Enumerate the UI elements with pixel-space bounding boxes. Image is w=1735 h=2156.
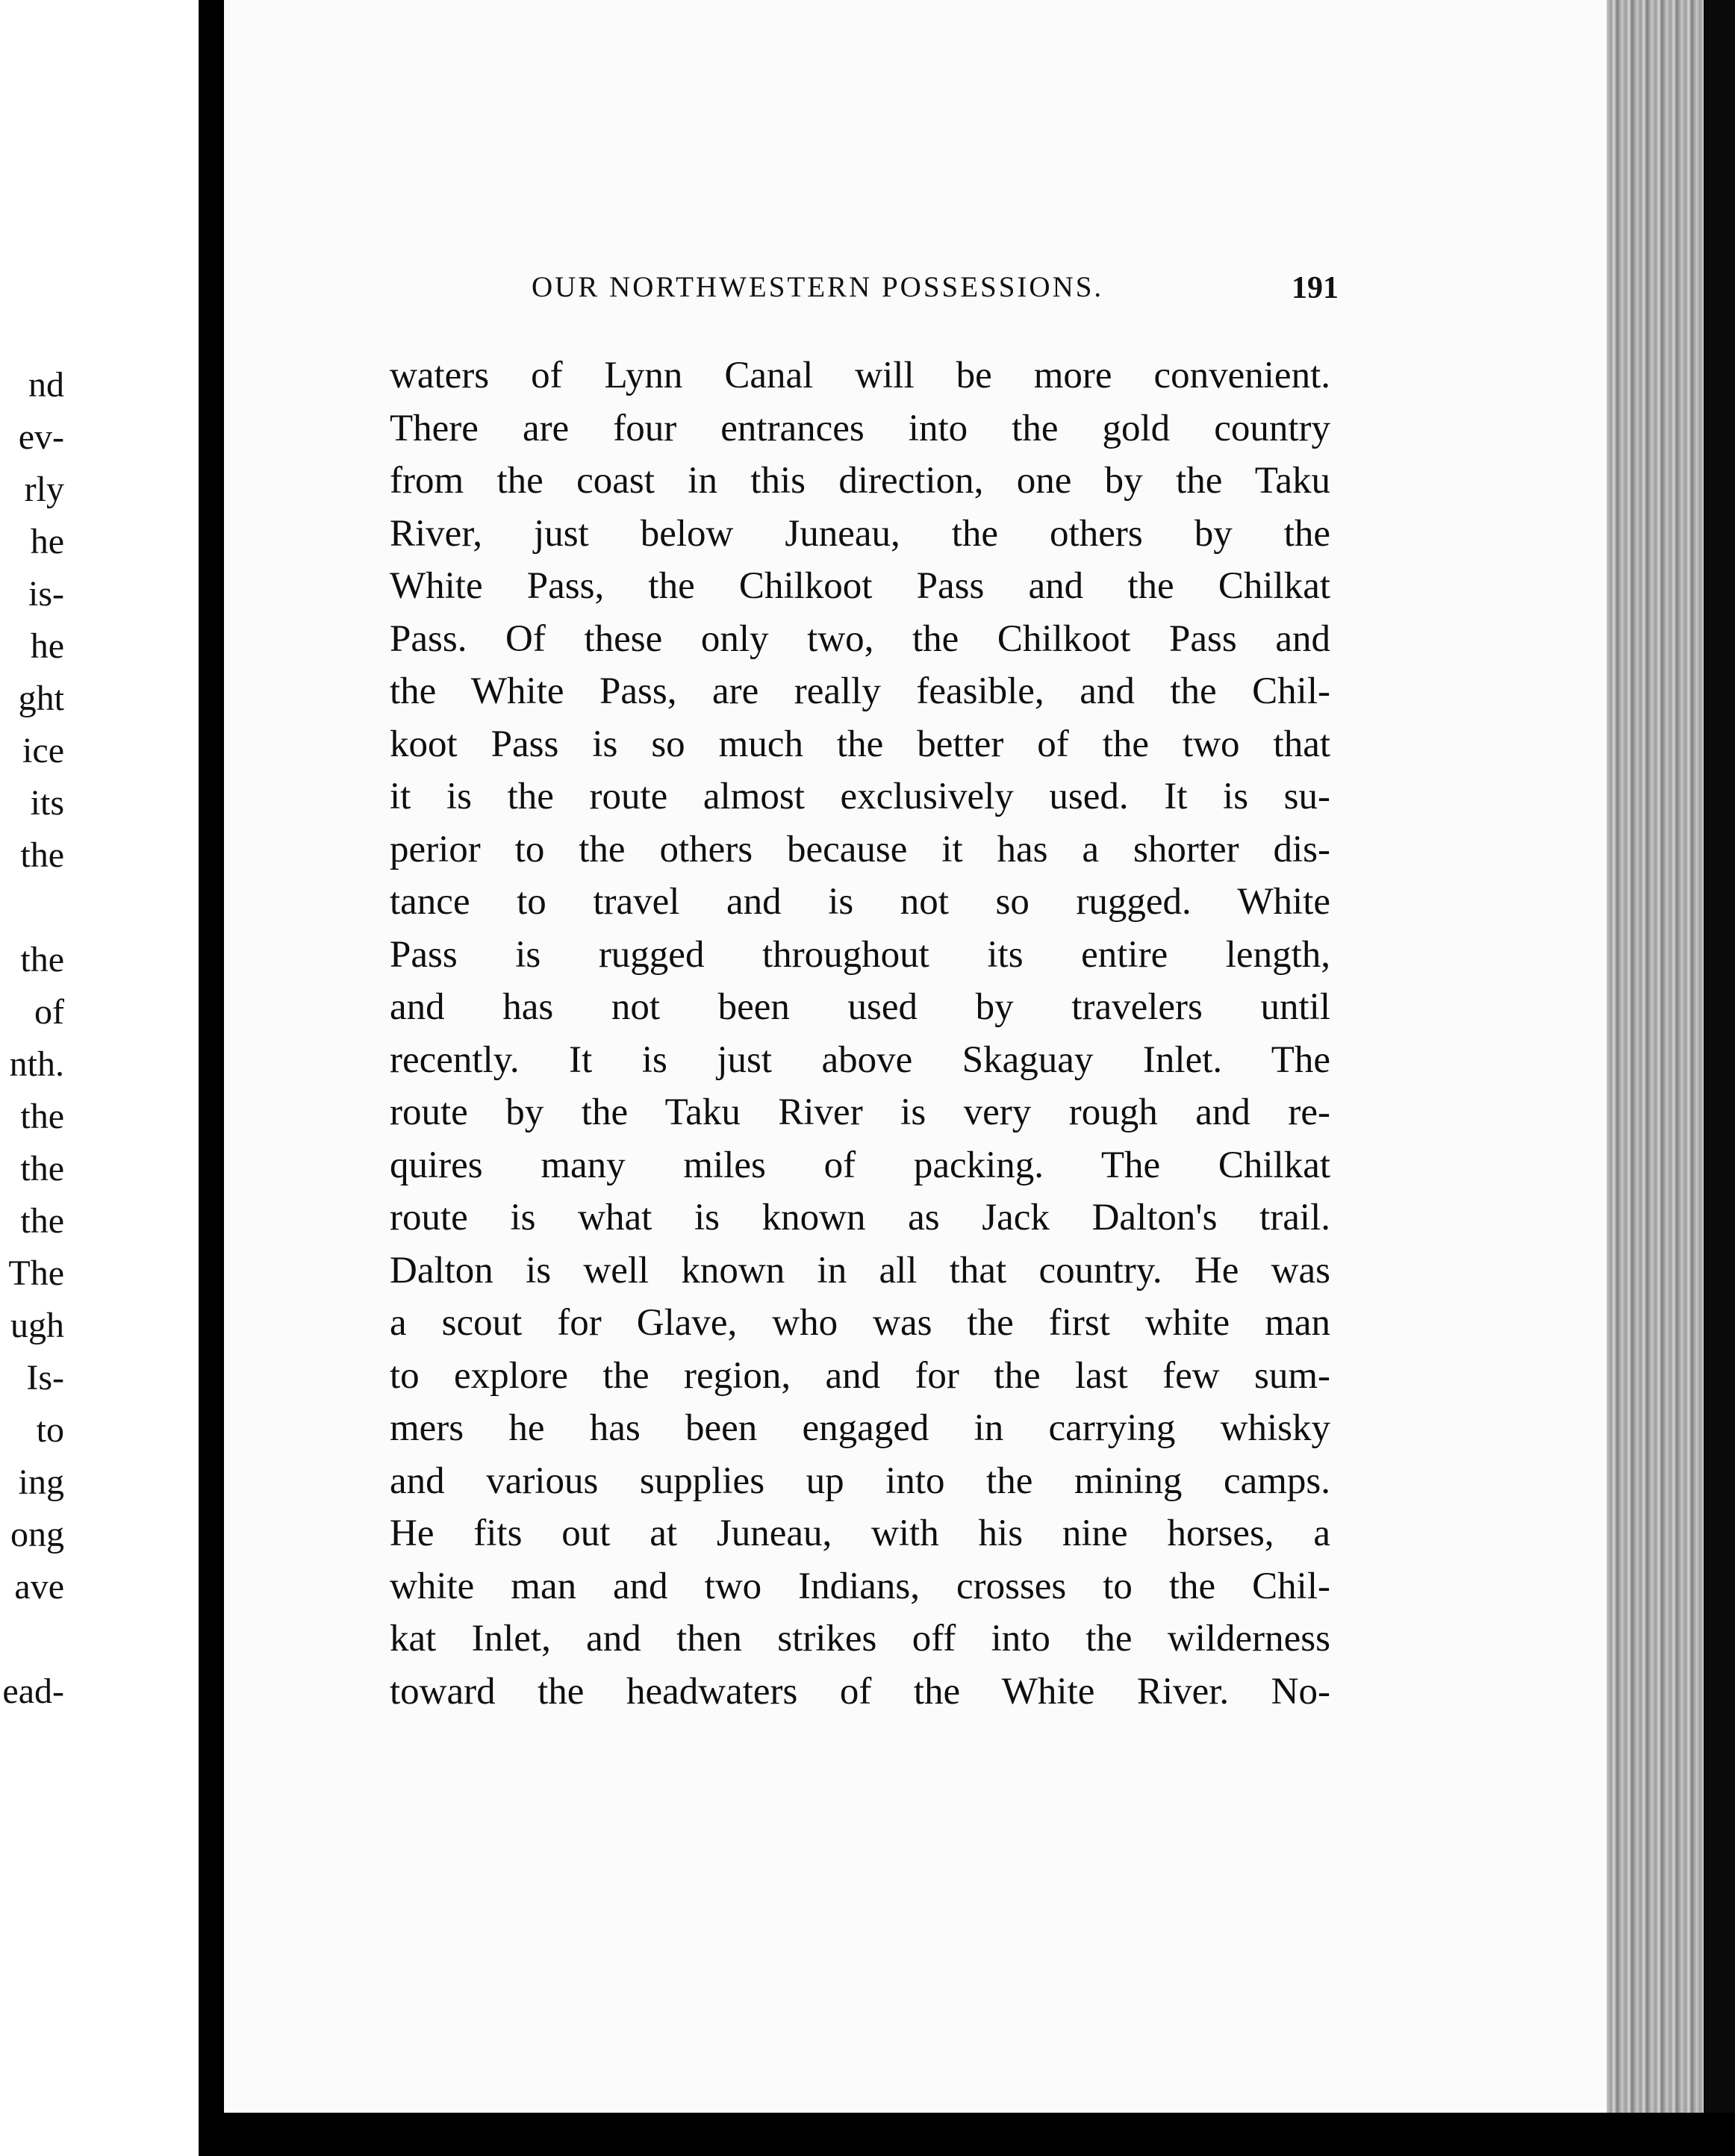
facing-page [0, 0, 199, 2156]
facing-page-line: ead- [2, 1671, 64, 1711]
text-line: tance to travel and is not so rugged. White [390, 881, 1330, 923]
facing-page-line: rly [24, 470, 64, 509]
text-line: it is the route almost exclusively used. It is su- [390, 776, 1330, 817]
text-line: to explore the region, and for the last few sum- [390, 1354, 1330, 1397]
facing-page-line: ice [22, 731, 64, 770]
facing-page-line: of [34, 992, 64, 1032]
facing-page-line: he [30, 522, 64, 561]
text-line: white man and two Indians, crosses to the Chil- [390, 1565, 1330, 1607]
book-gutter [199, 0, 224, 2156]
facing-page-line: ave [14, 1567, 64, 1607]
text-line: Dalton is well known in all that country. He was [390, 1249, 1330, 1292]
text-line: mers he has been engaged in carrying whisky [390, 1407, 1330, 1449]
text-line: He fits out at Juneau, with his nine horses, a [390, 1512, 1330, 1554]
facing-page-line: the [20, 1201, 64, 1241]
facing-page-line: nth. [9, 1044, 64, 1084]
bottom-shadow [199, 2113, 1735, 2156]
facing-page-line: nd [28, 365, 64, 405]
facing-page-line: ong [10, 1515, 64, 1554]
facing-page-line: The [8, 1253, 64, 1293]
text-line: White Pass, the Chilkoot Pass and the Chilkat [390, 565, 1330, 607]
facing-page-line: the [20, 1149, 64, 1188]
facing-page-line: its [30, 783, 64, 823]
text-line: waters of Lynn Canal will be more convenient. [390, 355, 1330, 396]
facing-page-line: is- [28, 574, 64, 614]
text-line: River, just below Juneau, the others by the [390, 512, 1330, 555]
running-head: OUR NORTHWESTERN POSSESSIONS. [532, 271, 1104, 303]
facing-page-line: Is- [26, 1358, 64, 1398]
body-text [390, 349, 1330, 1718]
text-line: the White Pass, are really feasible, and the Chil- [390, 670, 1330, 712]
text-line: toward the headwaters of the White River. No- [390, 1670, 1330, 1713]
facing-page-line: to [36, 1410, 64, 1450]
text-line: koot Pass is so much the better of the two that [390, 723, 1330, 765]
text-line: route by the Taku River is very rough and re- [390, 1091, 1330, 1133]
text-line: perior to the others because it has a shorter dis- [390, 828, 1330, 870]
text-line: route is what is known as Jack Dalton's trail. [390, 1197, 1330, 1239]
text-line: Pass is rugged throughout its entire length, [390, 933, 1330, 976]
facing-page-line: ght [18, 679, 64, 718]
facing-page-line: the [20, 1097, 64, 1136]
text-line: a scout for Glave, who was the first white man [390, 1302, 1330, 1344]
facing-page-line: ev- [18, 417, 64, 457]
text-line: from the coast in this direction, one by the Taku [390, 460, 1330, 502]
facing-page-line: the [20, 940, 64, 979]
facing-page-line: ing [18, 1462, 64, 1502]
text-line: kat Inlet, and then strikes off into the wilderness [390, 1618, 1330, 1660]
text-line: Pass. Of these only two, the Chilkoot Pass and [390, 617, 1330, 660]
facing-page-line: he [30, 626, 64, 666]
text-line: There are four entrances into the gold country [390, 407, 1330, 449]
facing-page-line: ugh [10, 1306, 64, 1345]
text-line: and has not been used by travelers until [390, 986, 1330, 1028]
text-line: and various supplies up into the mining camps. [390, 1459, 1330, 1502]
facing-page-line: the [20, 835, 64, 875]
text-line: quires many miles of packing. The Chilkat [390, 1144, 1330, 1186]
page-edges [1607, 0, 1735, 2156]
page-number: 191 [1292, 271, 1339, 305]
text-line: recently. It is just above Skaguay Inlet. The [390, 1038, 1330, 1081]
